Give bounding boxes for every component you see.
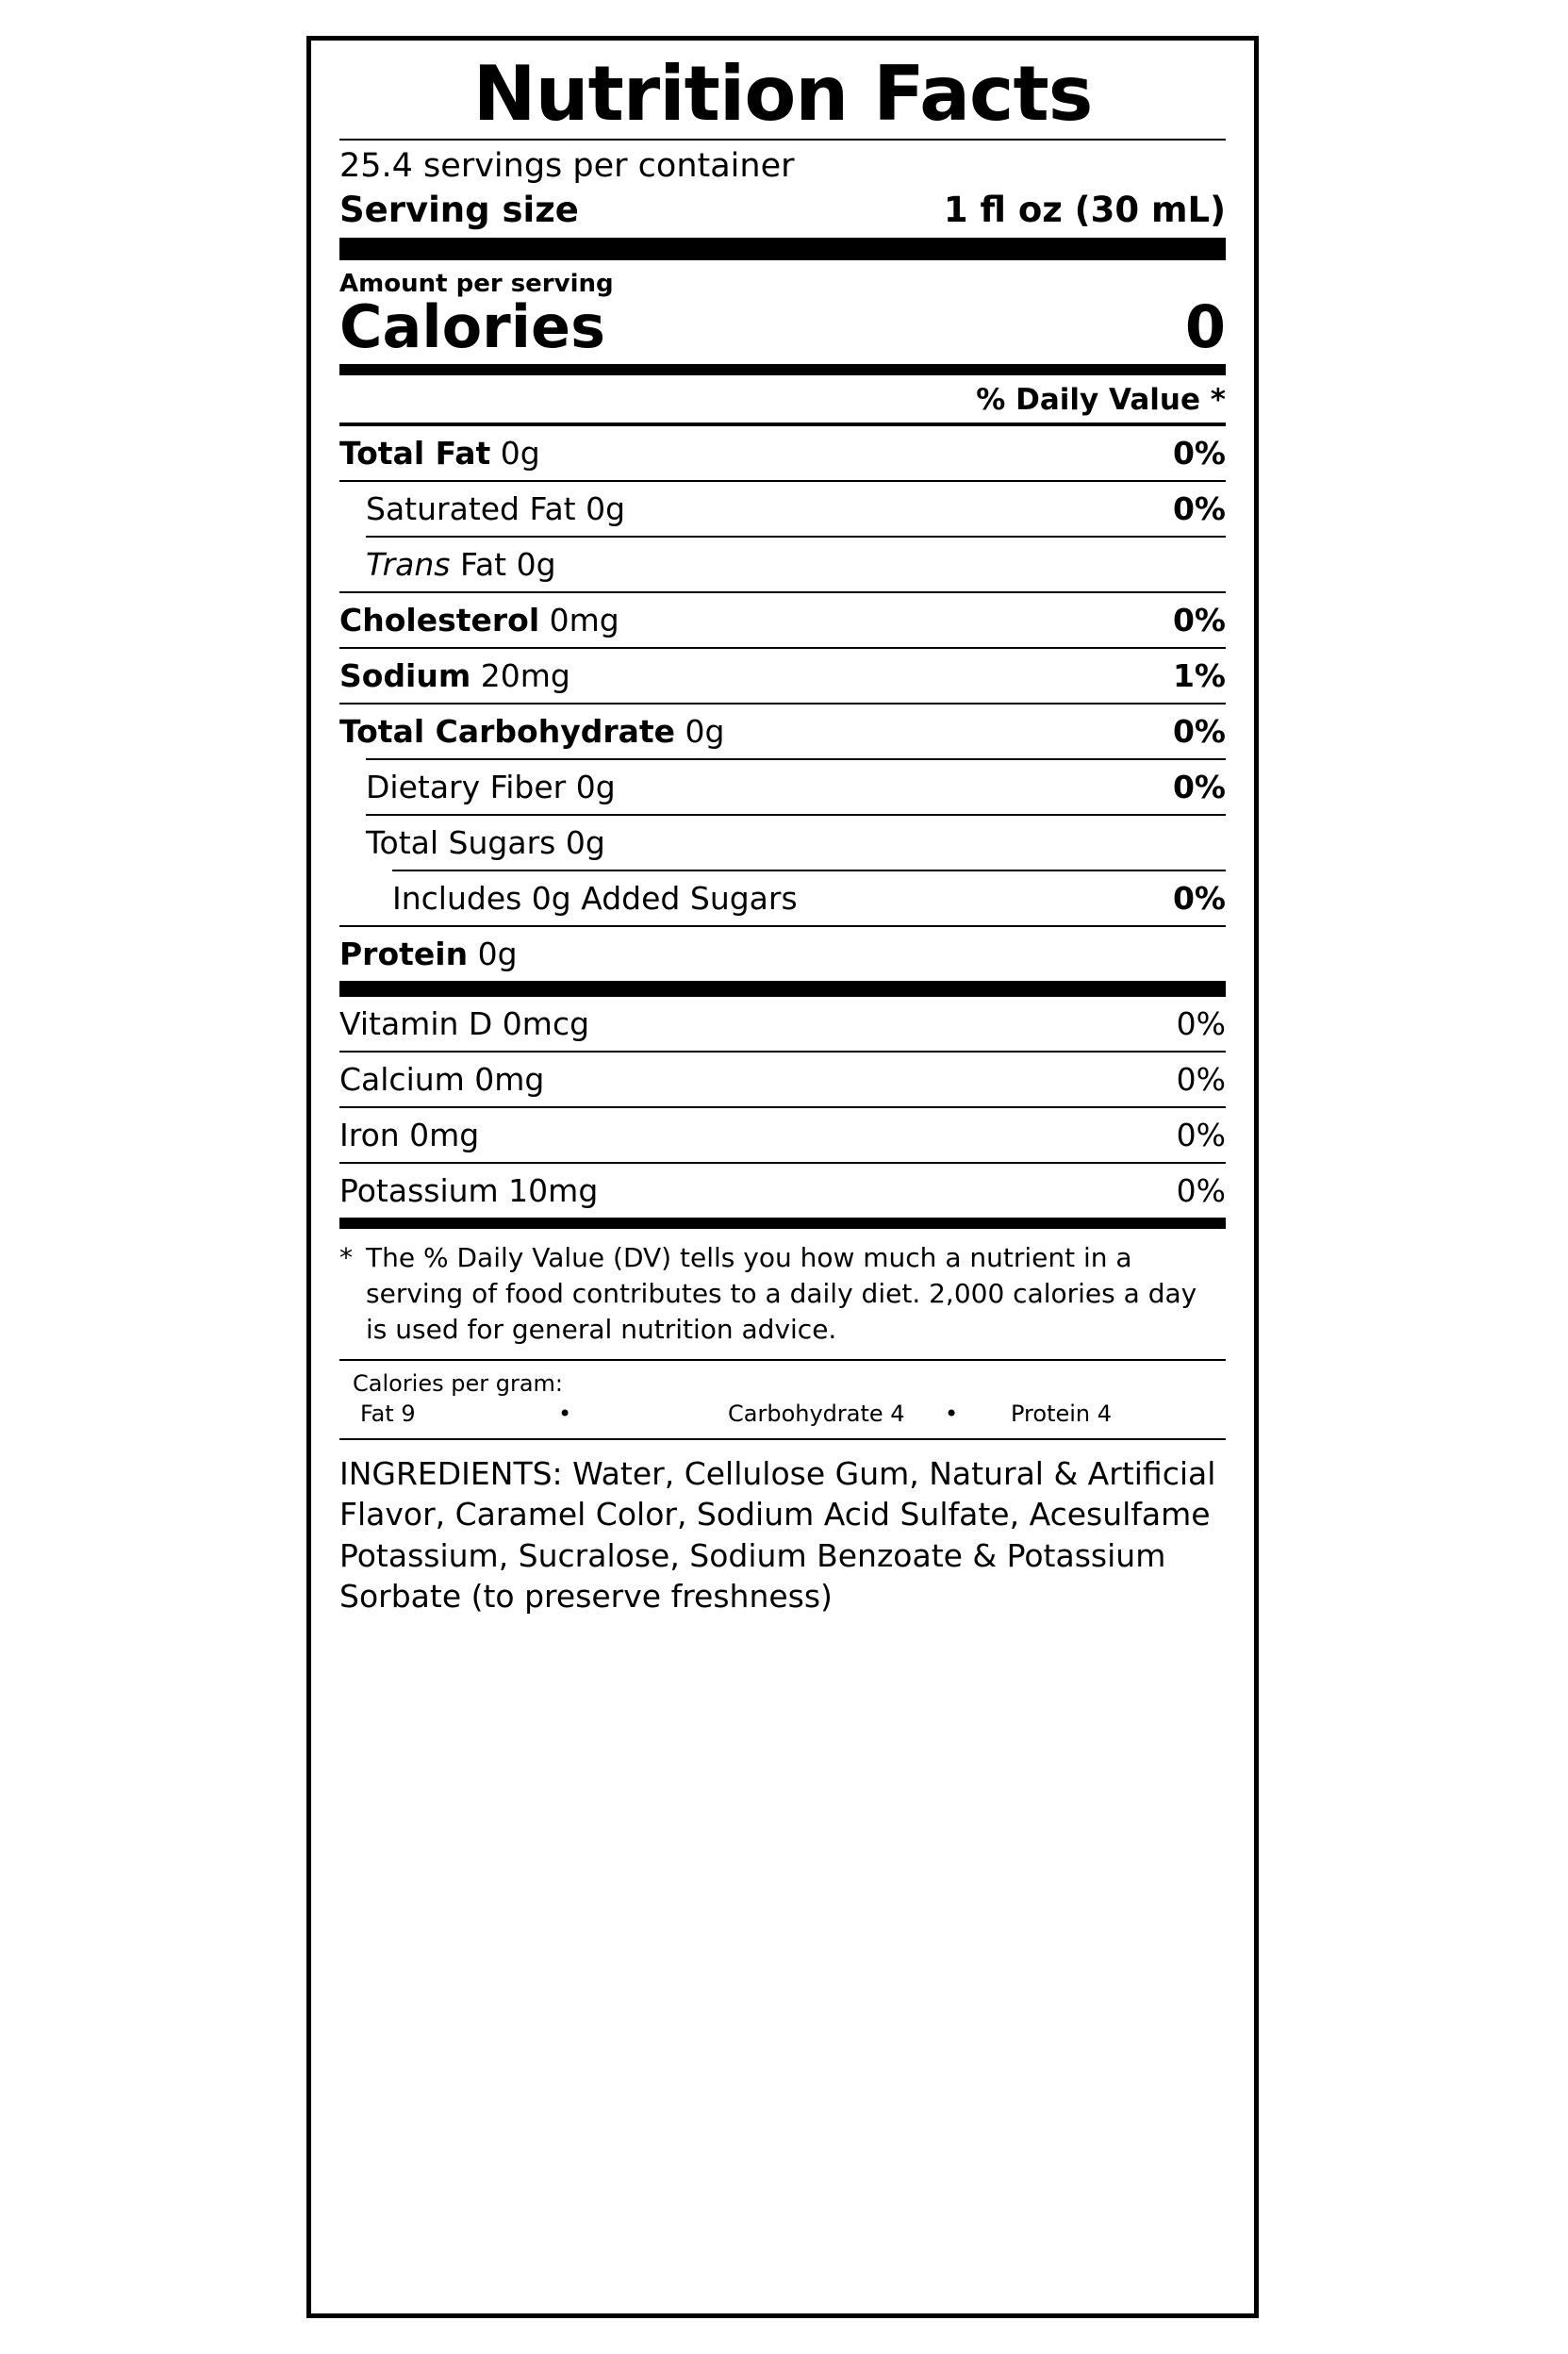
nutrient-amount-total-carbohydrate: 0g [685,713,725,751]
nutrient-amount-protein: 0g [477,936,518,973]
nutrient-dv-added-sugars: 0% [1172,880,1226,918]
nutrient-amount-dietary-fiber: 0g [575,769,616,806]
nutrient-name-added-sugars: Includes 0g Added Sugars [392,880,798,918]
serving-size-row [339,188,1226,238]
vitamin-row-vitamin-d [339,997,1226,1051]
calories-row [339,292,1226,364]
cpg-fat: Fat 9 [360,1400,416,1427]
daily-value-footnote [339,1229,1226,1358]
nutrient-dv-dietary-fiber: 0% [1172,769,1226,806]
divider-after-calories [339,364,1226,375]
nutrient-name-saturated-fat: Saturated Fat [366,490,576,528]
vitamin-row-iron [339,1108,1226,1162]
ingredients-text: INGREDIENTS: Water, Cellulose Gum, Natural & Artificial Flavor, Caramel Color, Sodium Acid Sulfate, Acesulfame Potassium, Sucralose, Sodium Benzoate & Potassium Sorbate (to preserve freshness) [339,1454,1216,1616]
vitamin-dv-vitamin-d: 0% [1176,1005,1226,1043]
nutrient-name-sodium: Sodium [339,657,471,695]
nutrient-amount-total-fat: 0g [500,435,540,472]
calories-per-gram-label: Calories per gram: [353,1369,564,1397]
cpg-protein: Protein 4 [1011,1400,1113,1427]
nutrient-amount-cholesterol: 0mg [549,602,619,639]
nutrient-name-total-sugars: Total Sugars [366,824,556,862]
nutrient-amount-total-sugars: 0g [565,824,605,862]
vitamin-dv-potassium: 0% [1176,1172,1226,1210]
servings-per-container: 25.4 servings per container [339,147,795,186]
nutrient-name-cholesterol: Cholesterol [339,602,540,639]
nutrient-name-dietary-fiber: Dietary Fiber [366,769,567,806]
vitamin-dv-iron: 0% [1176,1117,1226,1154]
nutrient-row-protein [339,927,1226,981]
vitamin-name-iron: Iron 0mg [339,1117,480,1154]
vitamin-row-calcium [339,1053,1226,1106]
serving-size-label: Serving size [339,190,579,231]
calories-label: Calories [339,292,605,362]
calories-value: 0 [1184,292,1226,362]
divider-before-vitamins [339,981,1226,997]
nutrient-dv-cholesterol: 0% [1172,602,1226,639]
divider-thick-top [339,238,1226,260]
nutrient-name-total-fat: Total Fat [339,435,491,472]
nutrient-row-cholesterol [339,593,1226,647]
nutrient-row-total-carbohydrate [339,705,1226,758]
nutrient-name-trans: Trans [366,546,451,584]
serving-size-value: 1 fl oz (30 mL) [943,190,1226,231]
nutrient-row-saturated-fat [339,482,1226,536]
nutrient-name-protein: Protein [339,936,469,973]
cpg-bullet-2: • [945,1400,959,1427]
nutrient-amount-trans-fat: 0g [516,546,556,584]
calories-per-gram-row [339,1397,1226,1438]
footnote-asterisk: * [339,1242,353,1274]
nutrient-row-trans-fat [339,538,1226,591]
nutrient-dv-total-fat: 0% [1172,435,1226,472]
nutrient-amount-saturated-fat: 0g [586,490,626,528]
amount-per-serving-label: Amount per serving [339,270,614,299]
nutrient-name-total-carbohydrate: Total Carbohydrate [339,713,676,751]
nutrient-row-total-sugars [339,816,1226,870]
vitamin-row-potassium [339,1164,1226,1218]
vitamin-name-vitamin-d: Vitamin D 0mcg [339,1005,590,1043]
nutrient-dv-saturated-fat: 0% [1172,490,1226,528]
divider-before-footnote [339,1218,1226,1229]
cpg-bullet-1: • [558,1400,572,1427]
nutrient-name-trans-fat-suffix: Fat [450,546,507,584]
nutrient-row-dietary-fiber [339,760,1226,814]
vitamin-name-potassium: Potassium 10mg [339,1172,599,1210]
daily-value-header: % Daily Value * [976,383,1226,418]
nutrient-dv-total-carbohydrate: 0% [1172,713,1226,751]
panel-title: Nutrition Facts [472,50,1093,138]
nutrient-row-sodium [339,649,1226,703]
nutrient-dv-sodium: 1% [1172,657,1226,695]
cpg-carbohydrate: Carbohydrate 4 [728,1400,905,1427]
vitamin-dv-calcium: 0% [1176,1061,1226,1099]
nutrient-amount-sodium: 20mg [480,657,570,695]
nutrient-row-total-fat [339,426,1226,480]
nutrient-row-added-sugars [339,871,1226,925]
footnote-text: The % Daily Value (DV) tells you how much a nutrient in a serving of food contributes to a daily diet. 2,000 calories a day is used for general nutrition advice. [366,1242,1197,1345]
vitamin-name-calcium: Calcium 0mg [339,1061,545,1099]
nutrition-facts-panel [306,36,1259,2318]
